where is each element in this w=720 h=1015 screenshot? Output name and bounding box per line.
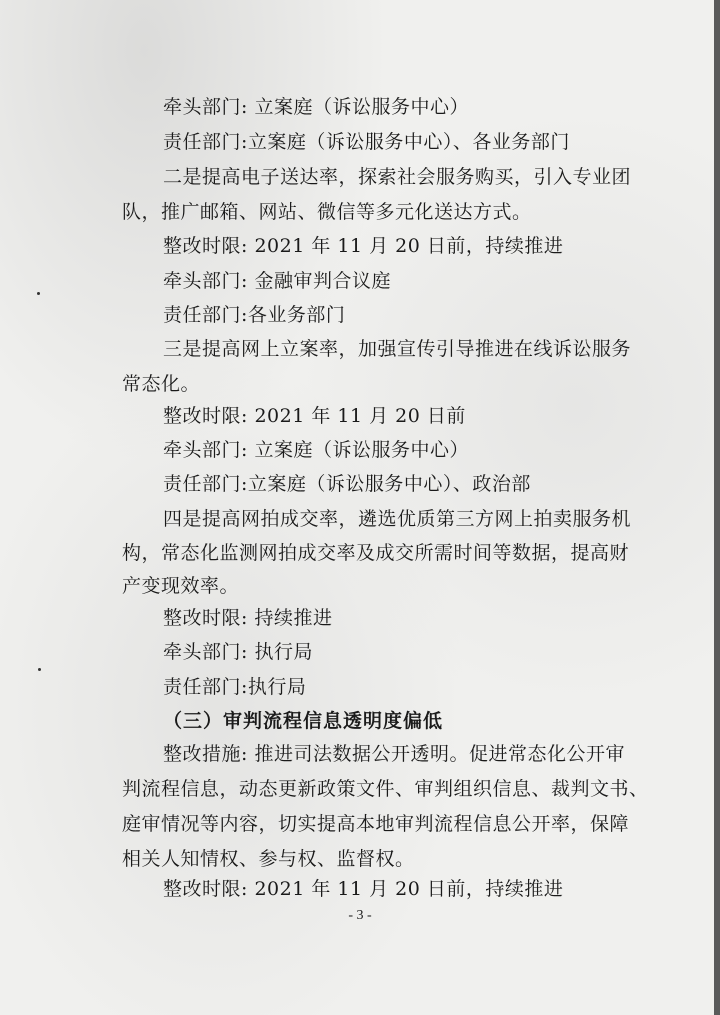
text-line: 常态化。 bbox=[122, 373, 201, 395]
text-line: 构，常态化监测网拍成交率及成交所需时间等数据，提高财 bbox=[122, 542, 630, 564]
text-line: 责任部门:执行局 bbox=[163, 676, 307, 698]
scan-speck bbox=[37, 292, 40, 295]
text-line: 责任部门:立案庭（诉讼服务中心）、各业务部门 bbox=[163, 131, 570, 153]
text-line: 整改时限: 2021 年 11 月 20 日前，持续推进 bbox=[163, 878, 564, 900]
text-line: 四是提高网拍成交率，遴选优质第三方网上拍卖服务机 bbox=[163, 508, 632, 530]
text-line: 判流程信息，动态更新政策文件、审判组织信息、裁判文书、 bbox=[122, 778, 649, 800]
text-line: 责任部门:立案庭（诉讼服务中心）、政治部 bbox=[163, 473, 531, 495]
text-line: 整改措施: 推进司法数据公开透明。促进常态化公开审 bbox=[163, 743, 625, 765]
text-line: 三是提高网上立案率，加强宣传引导推进在线诉讼服务 bbox=[163, 338, 632, 360]
scan-edge bbox=[714, 0, 720, 1015]
text-line: 庭审情况等内容，切实提高本地审判流程信息公开率，保障 bbox=[122, 813, 630, 835]
text-line: 整改时限: 2021 年 11 月 20 日前，持续推进 bbox=[163, 235, 564, 257]
text-line: 整改时限: 2021 年 11 月 20 日前 bbox=[163, 405, 466, 427]
text-line: 牵头部门: 立案庭（诉讼服务中心） bbox=[163, 96, 469, 118]
section-heading: （三）审判流程信息透明度偏低 bbox=[163, 710, 444, 732]
text-line: 牵头部门: 立案庭（诉讼服务中心） bbox=[163, 439, 469, 461]
text-line: 二是提高电子送达率，探索社会服务购买，引入专业团 bbox=[163, 166, 632, 188]
text-line: 牵头部门: 执行局 bbox=[163, 641, 313, 663]
text-line: 牵头部门: 金融审判合议庭 bbox=[163, 270, 391, 292]
text-line: 相关人知情权、参与权、监督权。 bbox=[122, 848, 415, 870]
text-line: 责任部门:各业务部门 bbox=[163, 304, 346, 326]
page-number: - 3 - bbox=[348, 908, 372, 923]
text-line: 队，推广邮箱、网站、微信等多元化送达方式。 bbox=[122, 201, 532, 223]
text-line: 产变现效率。 bbox=[122, 575, 240, 597]
scan-speck bbox=[38, 668, 41, 671]
text-line: 整改时限: 持续推进 bbox=[163, 607, 333, 629]
